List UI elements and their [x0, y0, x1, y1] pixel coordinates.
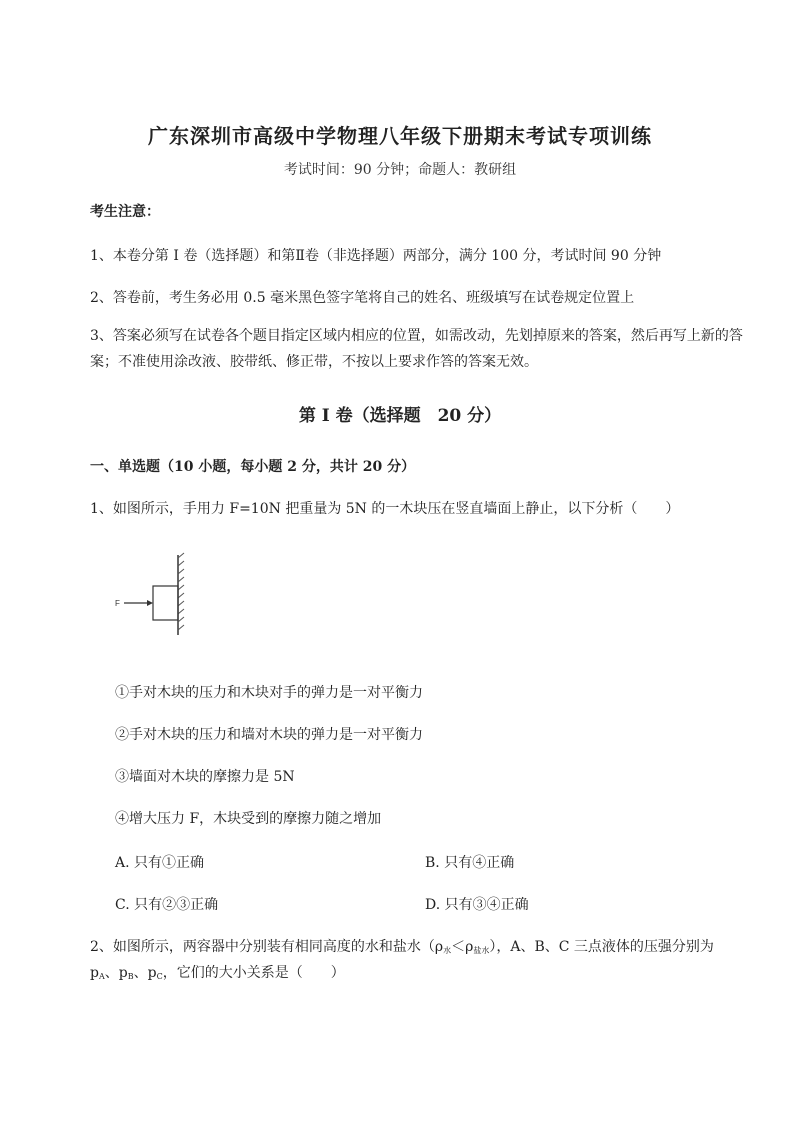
- wooden-block: [153, 586, 178, 620]
- q2-sub-water: 水: [443, 946, 452, 955]
- part-heading: 一、单选题（10 小题，每小题 2 分，共计 20 分）: [90, 459, 416, 475]
- page-title: 广东深圳市高级中学物理八年级下册期末考试专项训练: [148, 124, 652, 148]
- exam-info: 考试时间：90 分钟；命题人：教研组: [283, 162, 517, 178]
- notice-item-2: 2、答卷前，考生务必用 0.5 毫米黑色签字笔将自己的姓名、班级填写在试卷规定位置上: [90, 290, 635, 306]
- question-2-stem-line-1: [90, 936, 714, 956]
- arrow-head-icon: [147, 600, 153, 606]
- notice-item-3: 3、答案必须写在试卷各个题目指定区域内相应的位置，如需改动，先划掉原来的答案，然后再写上新的答案；不准使用涂改液、胶带纸、修正带，不按以上要求作答的答案无效。: [90, 328, 743, 370]
- q2-text-2: ），A、B、C 三点液体的压强分别为: [489, 939, 714, 955]
- statement-3: ③墙面对木块的摩擦力是 5N: [115, 769, 295, 785]
- q2-sub-b: B: [127, 972, 134, 981]
- question-2-stem-line-2: [90, 962, 345, 982]
- statement-2: ②手对木块的压力和墙对木块的弹力是一对平衡力: [115, 727, 423, 743]
- wall-hatching: [178, 553, 184, 630]
- option-a[interactable]: A. 只有①正确: [115, 855, 205, 871]
- statement-4: ④增大压力 F，木块受到的摩擦力随之增加: [115, 811, 382, 827]
- q2-p: p: [90, 965, 99, 981]
- notice-item-1: 1、本卷分第 I 卷（选择题）和第Ⅱ卷（非选择题）两部分，满分 100 分，考试时间 90 分钟: [90, 248, 662, 264]
- q2-text-3: ，它们的大小关系是（ ）: [162, 965, 345, 981]
- force-diagram: [110, 550, 200, 640]
- option-d[interactable]: D. 只有③④正确: [425, 897, 529, 913]
- notice-heading: 考生注意：: [90, 204, 160, 220]
- statement-1: ①手对木块的压力和木块对手的弹力是一对平衡力: [115, 685, 423, 701]
- q2-less-than: ＜ρ: [451, 939, 474, 955]
- q2-sub-salt: 盐水: [473, 946, 490, 955]
- q2-sep-2: 、p: [133, 965, 157, 981]
- q2-sep-1: 、p: [104, 965, 128, 981]
- force-label: F: [115, 599, 120, 608]
- option-b[interactable]: B. 只有④正确: [425, 855, 515, 871]
- q2-sub-c: C: [156, 972, 163, 981]
- q2-sub-a: A: [98, 972, 105, 981]
- option-c[interactable]: C. 只有②③正确: [115, 897, 219, 913]
- section-title: 第 I 卷（选择题 20 分）: [298, 406, 502, 426]
- question-1-stem: 1、如图所示，手用力 F=10N 把重量为 5N 的一木块压在竖直墙面上静止，以下分析（ ）: [90, 501, 680, 517]
- q2-text-1: 2、如图所示，两容器中分别装有相同高度的水和盐水（ρ: [90, 939, 444, 955]
